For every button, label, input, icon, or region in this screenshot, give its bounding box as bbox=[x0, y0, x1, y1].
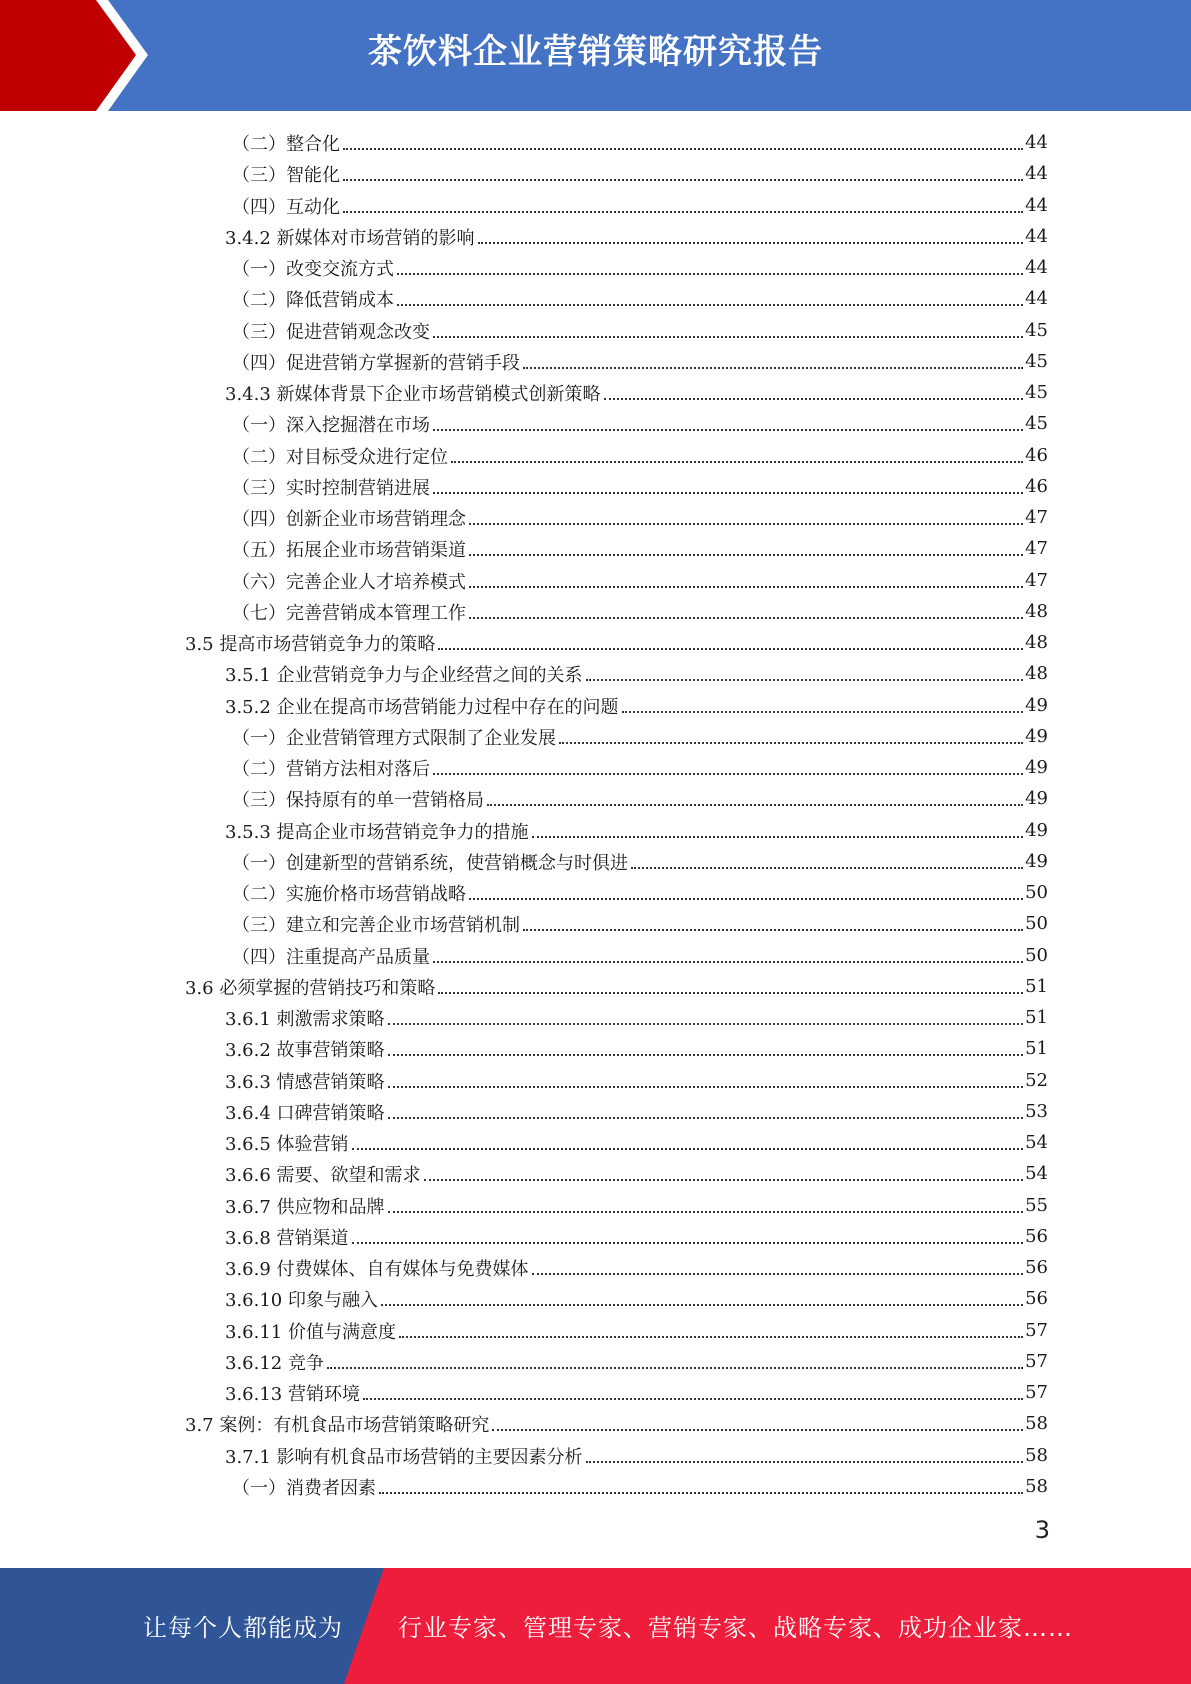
toc-dot-leader bbox=[388, 1211, 1024, 1213]
toc-entry-title: （四）促进营销方掌握新的营销手段 bbox=[232, 352, 520, 374]
toc-entry-page: 47 bbox=[1025, 538, 1048, 559]
toc-entry-title: 3.6.13 营销环境 bbox=[225, 1383, 360, 1405]
toc-entry-title: 3.7 案例：有机食品市场营销策略研究 bbox=[185, 1414, 490, 1436]
toc-dot-leader bbox=[433, 492, 1023, 494]
toc-entry[interactable] bbox=[185, 971, 1048, 1002]
toc-entry[interactable] bbox=[225, 1440, 1048, 1471]
toc-entry-page: 58 bbox=[1025, 1445, 1048, 1466]
toc-dot-leader bbox=[381, 1304, 1023, 1306]
toc-dot-leader bbox=[487, 804, 1023, 806]
toc-entry-title: 3.6.10 印象与融入 bbox=[225, 1289, 378, 1311]
toc-dot-leader bbox=[469, 523, 1023, 525]
toc-entry-title: 3.6.12 竞争 bbox=[225, 1352, 324, 1374]
toc-dot-leader bbox=[433, 961, 1023, 963]
toc-dot-leader bbox=[438, 992, 1023, 994]
toc-entry[interactable] bbox=[232, 908, 1048, 939]
toc-entry-title: 3.6.9 付费媒体、自有媒体与免费媒体 bbox=[225, 1258, 529, 1280]
toc-entry[interactable] bbox=[225, 1065, 1048, 1096]
toc-entry-page: 47 bbox=[1025, 570, 1048, 591]
toc-dot-leader bbox=[352, 1242, 1024, 1244]
toc-entry-title: （一）消费者因素 bbox=[232, 1477, 376, 1499]
toc-entry[interactable] bbox=[225, 1158, 1048, 1189]
toc-dot-leader bbox=[343, 211, 1023, 213]
toc-entry-title: （一）创建新型的营销系统，使营销概念与时俱进 bbox=[232, 852, 628, 874]
toc-entry-title: 3.6.5 体验营销 bbox=[225, 1133, 349, 1155]
toc-entry-page: 54 bbox=[1025, 1132, 1048, 1153]
toc-entry-page: 56 bbox=[1025, 1288, 1048, 1309]
toc-entry-page: 50 bbox=[1025, 882, 1048, 903]
toc-entry-title: （三）促进营销观念改变 bbox=[232, 321, 430, 343]
toc-entry-title: 3.6.3 情感营销策略 bbox=[225, 1071, 385, 1093]
toc-entry-page: 44 bbox=[1025, 195, 1048, 216]
toc-entry-page: 49 bbox=[1025, 788, 1048, 809]
toc-entry[interactable] bbox=[232, 783, 1048, 814]
toc-entry[interactable] bbox=[232, 596, 1048, 627]
toc-entry-page: 49 bbox=[1025, 757, 1048, 778]
toc-dot-leader bbox=[433, 773, 1023, 775]
toc-entry[interactable] bbox=[232, 252, 1048, 283]
toc-entry[interactable] bbox=[225, 1190, 1048, 1221]
toc-entry-page: 56 bbox=[1025, 1257, 1048, 1278]
toc-entry[interactable] bbox=[232, 408, 1048, 439]
toc-entry[interactable] bbox=[232, 502, 1048, 533]
toc-dot-leader bbox=[388, 1117, 1024, 1119]
toc-entry-page: 44 bbox=[1025, 257, 1048, 278]
toc-entry-page: 48 bbox=[1025, 601, 1048, 622]
toc-entry[interactable] bbox=[232, 533, 1048, 564]
toc-entry-title: 3.5.1 企业营销竞争力与企业经营之间的关系 bbox=[225, 664, 583, 686]
toc-dot-leader bbox=[586, 679, 1024, 681]
toc-entry[interactable] bbox=[232, 877, 1048, 908]
toc-entry-page: 44 bbox=[1025, 132, 1048, 153]
toc-dot-leader bbox=[397, 273, 1023, 275]
toc-entry[interactable] bbox=[225, 1315, 1048, 1346]
toc-entry-page: 56 bbox=[1025, 1226, 1048, 1247]
toc-dot-leader bbox=[622, 711, 1024, 713]
toc-entry[interactable] bbox=[232, 315, 1048, 346]
toc-entry[interactable] bbox=[232, 158, 1048, 189]
toc-entry[interactable] bbox=[225, 1283, 1048, 1314]
toc-dot-leader bbox=[363, 1398, 1023, 1400]
toc-dot-leader bbox=[327, 1367, 1023, 1369]
toc-entry-page: 57 bbox=[1025, 1382, 1048, 1403]
toc-entry[interactable] bbox=[232, 721, 1048, 752]
toc-entry-page: 45 bbox=[1025, 413, 1048, 434]
toc-dot-leader bbox=[397, 304, 1023, 306]
toc-entry-title: 3.6 必须掌握的营销技巧和策略 bbox=[185, 977, 436, 999]
toc-entry-page: 52 bbox=[1025, 1070, 1048, 1091]
toc-entry-page: 49 bbox=[1025, 695, 1048, 716]
toc-entry-title: （三）保持原有的单一营销格局 bbox=[232, 789, 484, 811]
toc-entry[interactable] bbox=[225, 1096, 1048, 1127]
toc-entry-page: 54 bbox=[1025, 1163, 1048, 1184]
toc-entry[interactable] bbox=[185, 627, 1048, 658]
toc-entry-title: （二）实施价格市场营销战略 bbox=[232, 883, 466, 905]
toc-entry-page: 46 bbox=[1025, 476, 1048, 497]
toc-dot-leader bbox=[478, 242, 1024, 244]
toc-entry[interactable] bbox=[225, 1221, 1048, 1252]
toc-entry-title: 3.4.2 新媒体对市场营销的影响 bbox=[225, 227, 475, 249]
toc-dot-leader bbox=[523, 929, 1023, 931]
page-footer bbox=[0, 1568, 1191, 1684]
toc-entry[interactable] bbox=[232, 846, 1048, 877]
toc-entry-page: 46 bbox=[1025, 445, 1048, 466]
toc-dot-leader bbox=[343, 148, 1023, 150]
toc-dot-leader bbox=[492, 1429, 1023, 1431]
toc-entry-title: （三）智能化 bbox=[232, 164, 340, 186]
toc-entry-page: 53 bbox=[1025, 1101, 1048, 1122]
document-title: 茶饮料企业营销策略研究报告 bbox=[368, 32, 823, 72]
toc-entry-page: 58 bbox=[1025, 1413, 1048, 1434]
toc-entry-title: （四）注重提高产品质量 bbox=[232, 946, 430, 968]
toc-entry[interactable] bbox=[232, 1471, 1048, 1502]
toc-dot-leader bbox=[451, 461, 1023, 463]
toc-entry-page: 57 bbox=[1025, 1320, 1048, 1341]
toc-entry-page: 51 bbox=[1025, 1007, 1048, 1028]
toc-entry-page: 50 bbox=[1025, 945, 1048, 966]
toc-entry[interactable] bbox=[225, 815, 1048, 846]
toc-entry[interactable] bbox=[232, 471, 1048, 502]
toc-dot-leader bbox=[532, 836, 1024, 838]
toc-dot-leader bbox=[469, 898, 1023, 900]
toc-entry[interactable] bbox=[225, 658, 1048, 689]
toc-entry-title: （六）完善企业人才培养模式 bbox=[232, 571, 466, 593]
toc-entry-page: 57 bbox=[1025, 1351, 1048, 1372]
toc-entry-title: （四）互动化 bbox=[232, 196, 340, 218]
toc-dot-leader bbox=[469, 617, 1023, 619]
toc-entry-page: 51 bbox=[1025, 1038, 1048, 1059]
toc-dot-leader bbox=[604, 398, 1024, 400]
toc-entry[interactable] bbox=[225, 1346, 1048, 1377]
toc-entry-title: （五）拓展企业市场营销渠道 bbox=[232, 539, 466, 561]
toc-entry-title: 3.6.1 刺激需求策略 bbox=[225, 1008, 385, 1030]
toc-entry[interactable] bbox=[225, 1033, 1048, 1064]
toc-dot-leader bbox=[438, 648, 1023, 650]
toc-entry-title: 3.4.3 新媒体背景下企业市场营销模式创新策略 bbox=[225, 383, 601, 405]
toc-entry-title: （四）创新企业市场营销理念 bbox=[232, 508, 466, 530]
toc-entry[interactable] bbox=[185, 1408, 1048, 1439]
toc-entry[interactable] bbox=[232, 127, 1048, 158]
toc-entry-title: （二）对目标受众进行定位 bbox=[232, 446, 448, 468]
toc-dot-leader bbox=[631, 867, 1023, 869]
toc-entry-title: （一）改变交流方式 bbox=[232, 258, 394, 280]
toc-entry-page: 44 bbox=[1025, 226, 1048, 247]
toc-dot-leader bbox=[532, 1273, 1024, 1275]
toc-dot-leader bbox=[352, 1148, 1024, 1150]
toc-entry-title: 3.6.6 需要、欲望和需求 bbox=[225, 1164, 421, 1186]
toc-dot-leader bbox=[388, 1054, 1024, 1056]
toc-entry-page: 48 bbox=[1025, 632, 1048, 653]
toc-entry-title: （二）整合化 bbox=[232, 133, 340, 155]
toc-dot-leader bbox=[559, 742, 1023, 744]
toc-entry-title: 3.5.2 企业在提高市场营销能力过程中存在的问题 bbox=[225, 696, 619, 718]
toc-entry-title: （七）完善营销成本管理工作 bbox=[232, 602, 466, 624]
toc-entry-page: 55 bbox=[1025, 1195, 1048, 1216]
toc-dot-leader bbox=[469, 586, 1023, 588]
toc-entry-page: 48 bbox=[1025, 663, 1048, 684]
toc-entry[interactable] bbox=[232, 440, 1048, 471]
toc-dot-leader bbox=[433, 429, 1023, 431]
toc-entry[interactable] bbox=[232, 565, 1048, 596]
toc-entry[interactable] bbox=[225, 1252, 1048, 1283]
toc-entry-page: 47 bbox=[1025, 507, 1048, 528]
toc-entry-title: （一）深入挖掘潜在市场 bbox=[232, 414, 430, 436]
toc-entry-title: 3.6.8 营销渠道 bbox=[225, 1227, 349, 1249]
toc-entry-title: 3.6.4 口碑营销策略 bbox=[225, 1102, 385, 1124]
toc-entry-page: 50 bbox=[1025, 913, 1048, 934]
toc-entry[interactable] bbox=[225, 690, 1048, 721]
toc-entry-title: 3.6.2 故事营销策略 bbox=[225, 1039, 385, 1061]
toc-entry-page: 44 bbox=[1025, 288, 1048, 309]
toc-entry-page: 49 bbox=[1025, 851, 1048, 872]
toc-entry-page: 49 bbox=[1025, 820, 1048, 841]
toc-entry[interactable] bbox=[225, 221, 1048, 252]
toc-entry-title: （二）营销方法相对落后 bbox=[232, 758, 430, 780]
toc-dot-leader bbox=[343, 179, 1023, 181]
toc-dot-leader bbox=[388, 1086, 1024, 1088]
toc-entry-title: 3.6.7 供应物和品牌 bbox=[225, 1196, 385, 1218]
footer-slogan-right: 行业专家、管理专家、营销专家、战略专家、成功企业家…… bbox=[398, 1614, 1073, 1642]
toc-entry-title: 3.7.1 影响有机食品市场营销的主要因素分析 bbox=[225, 1446, 583, 1468]
toc-entry-page: 45 bbox=[1025, 351, 1048, 372]
toc-entry-title: 3.5 提高市场营销竞争力的策略 bbox=[185, 633, 436, 655]
toc-entry-page: 44 bbox=[1025, 163, 1048, 184]
toc-entry-page: 51 bbox=[1025, 976, 1048, 997]
page-number: 3 bbox=[1034, 1516, 1050, 1544]
toc-entry[interactable] bbox=[225, 377, 1048, 408]
toc-entry-title: 3.6.11 价值与满意度 bbox=[225, 1321, 396, 1343]
toc-entry[interactable] bbox=[225, 1377, 1048, 1408]
toc-entry-page: 58 bbox=[1025, 1476, 1048, 1497]
toc-entry[interactable] bbox=[232, 940, 1048, 971]
toc-entry-title: （一）企业营销管理方式限制了企业发展 bbox=[232, 727, 556, 749]
toc-dot-leader bbox=[586, 1461, 1024, 1463]
toc-entry[interactable] bbox=[225, 1002, 1048, 1033]
toc-entry-title: （三）实时控制营销进展 bbox=[232, 477, 430, 499]
toc-dot-leader bbox=[399, 1336, 1023, 1338]
toc-entry-title: （三）建立和完善企业市场营销机制 bbox=[232, 914, 520, 936]
toc-dot-leader bbox=[523, 367, 1023, 369]
toc-entry[interactable] bbox=[232, 283, 1048, 314]
toc-entry[interactable] bbox=[232, 346, 1048, 377]
toc-entry-page: 45 bbox=[1025, 382, 1048, 403]
toc-dot-leader bbox=[424, 1179, 1024, 1181]
page-header bbox=[0, 0, 1191, 111]
toc-dot-leader bbox=[469, 554, 1023, 556]
toc-entry-page: 45 bbox=[1025, 320, 1048, 341]
toc-entry[interactable] bbox=[232, 190, 1048, 221]
toc-entry[interactable] bbox=[225, 1127, 1048, 1158]
toc-entry-title: （二）降低营销成本 bbox=[232, 289, 394, 311]
toc-entry[interactable] bbox=[232, 752, 1048, 783]
toc-dot-leader bbox=[388, 1023, 1024, 1025]
toc-entry-title: 3.5.3 提高企业市场营销竞争力的措施 bbox=[225, 821, 529, 843]
footer-slogan-left: 让每个人都能成为 bbox=[143, 1614, 343, 1642]
toc-dot-leader bbox=[379, 1492, 1023, 1494]
toc-entry-page: 49 bbox=[1025, 726, 1048, 747]
toc-dot-leader bbox=[433, 336, 1023, 338]
